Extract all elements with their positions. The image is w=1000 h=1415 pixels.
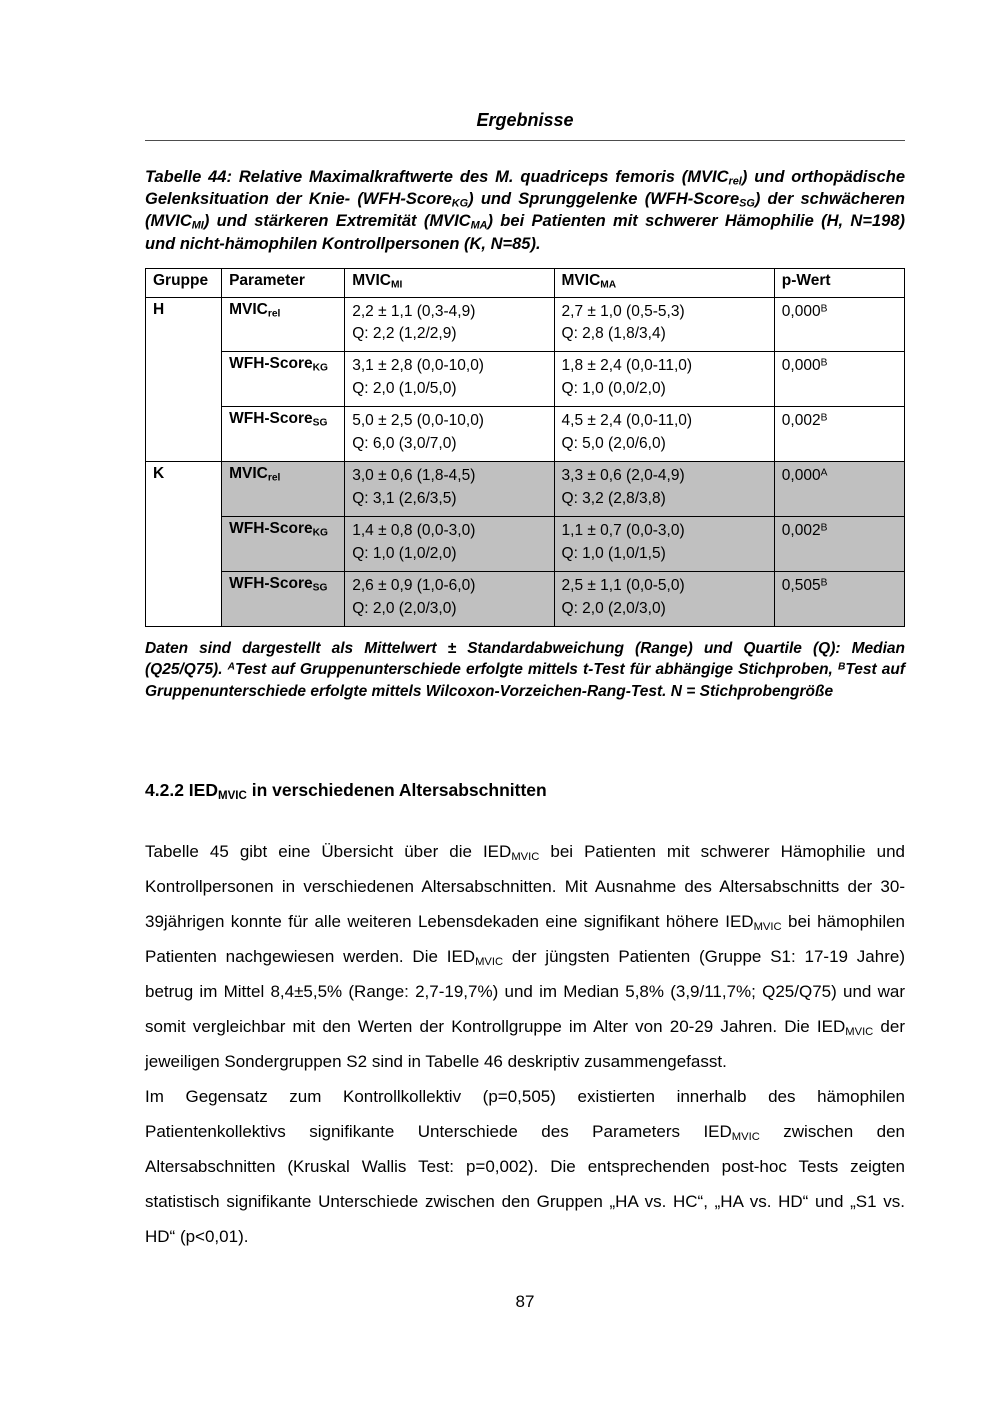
mvic-mi-cell [345, 297, 554, 352]
quartile-line: Q: 1,0 (0,0/2,0) [561, 379, 666, 397]
quartile-line: Q: 2,0 (2,0/3,0) [561, 599, 666, 617]
parameter-cell: $MVIC_{rel}$ [222, 297, 345, 352]
parameter-cell: WFH-Score$_{SG}$ [222, 407, 345, 462]
table-row [146, 297, 905, 352]
running-header [145, 110, 905, 141]
table-row [146, 572, 905, 627]
gruppe-cell-h: H [146, 297, 222, 462]
parameter-cell: WFH-Score$_{KG}$ [222, 352, 345, 407]
table-caption: Tabelle 44: Relative Maximalkraftwerte des M. quadriceps femoris $(MVIC_{rel})$ und orthopädische Gelenksituation der Knie- (WFH-Score$_{KG}$) und Sprunggelenke (WFH-Score$_{SG}$) der schwächeren $(MVIC_{MI})$ und stärkeren Extremität $(MVIC_{MA})$ bei Patienten mit schwerer Hämophilie (H, N=198) und nicht-hämophilen Kontrollpersonen (K, N=85). [145, 168, 906, 253]
mvic-ma-cell [554, 352, 774, 407]
table-row [146, 352, 905, 407]
p-wert-cell: $0,002^B$ [774, 407, 904, 462]
value-line: 4,5 ± 2,4 (0,0-11,0) [561, 412, 693, 430]
value-line: 3,1 ± 2,8 (0,0-10,0) [352, 357, 484, 375]
page-number: 87 [515, 1291, 535, 1311]
table-header-row [146, 268, 905, 297]
value-line: 2,5 ± 1,1 (0,0-5,0) [561, 577, 685, 595]
parameter-cell: $MVIC_{rel}$ [222, 462, 345, 517]
header-gruppe: Gruppe [146, 268, 222, 297]
quartile-line: Q: 6,0 (3,0/7,0) [352, 434, 457, 452]
header-mvic-mi: $MVIC_{MI}$ [345, 268, 554, 297]
value-line: 1,8 ± 2,4 (0,0-11,0) [561, 357, 693, 375]
p-wert-cell: $0,000^A$ [774, 462, 904, 517]
value-line: 3,3 ± 0,6 (2,0-4,9) [561, 467, 685, 485]
header-rule [145, 140, 905, 141]
value-line: 2,2 ± 1,1 (0,3-4,9) [352, 302, 476, 320]
quartile-line: Q: 2,0 (2,0/3,0) [352, 599, 457, 617]
value-line: 1,4 ± 0,8 (0,0-3,0) [352, 522, 476, 540]
quartile-line: Q: 2,8 (1,8/3,4) [561, 325, 666, 343]
quartile-line: Q: 2,2 (1,2/2,9) [352, 325, 457, 343]
table-row [146, 407, 905, 462]
table-row [146, 517, 905, 572]
table-footnote: Daten sind dargestellt als Mittelwert ± Standardabweichung (Range) und Quartile (Q): Median (Q25/Q75). $^A$Test auf Gruppenunterschiede erfolgte mittels t-Test für abhängige Stichproben, $^B$Test auf Gruppenunterschiede erfolgte mittels Wilcoxon-Vorzeichen-Rang-Test. N = Stichprobengröße [145, 640, 905, 700]
section-heading: 4.2.2 $IED_{MVIC}$ in verschiedenen Altersabschnitten [145, 779, 547, 802]
p-wert-cell: $0,505^B$ [774, 572, 904, 627]
header-parameter: Parameter [222, 268, 345, 297]
mvic-mi-cell [345, 572, 554, 627]
quartile-line: Q: 2,0 (1,0/5,0) [352, 379, 457, 397]
mvic-ma-cell [554, 462, 774, 517]
p-wert-cell: $0,000^B$ [774, 352, 904, 407]
mvic-ma-cell [554, 297, 774, 352]
value-line: 3,0 ± 0,6 (1,8-4,5) [352, 467, 476, 485]
value-line: 5,0 ± 2,5 (0,0-10,0) [352, 412, 484, 430]
mvic-ma-cell [554, 572, 774, 627]
parameter-cell: WFH-Score$_{KG}$ [222, 517, 345, 572]
quartile-line: Q: 5,0 (2,0/6,0) [561, 434, 666, 452]
p-wert-cell: $0,000^B$ [774, 297, 904, 352]
quartile-line: Q: 3,2 (2,8/3,8) [561, 489, 666, 507]
p-wert-cell: $0,002^B$ [774, 517, 904, 572]
quartile-line: Q: 1,0 (1,0/1,5) [561, 544, 666, 562]
table-44 [145, 268, 905, 628]
parameter-cell: WFH-Score$_{SG}$ [222, 572, 345, 627]
mvic-ma-cell [554, 517, 774, 572]
body-paragraph-2: Im Gegensatz zum Kontrollkollektiv (p=0,505) existierten innerhalb des hämophilen Patientenkollektivs signifikante Unterschiede des Parameters $IED_{MVIC}$ zwischen den Altersabschnitten (Kruskal Wallis Test: p=0,002). Die entsprechenden post-hoc Tests zeigten statistisch signifikante Unterschiede zwischen den Gruppen „HA vs. HC“, „HA vs. HD“ und „S1 vs. HD“ (p<0,01). [145, 1086, 905, 1246]
table-row [146, 462, 905, 517]
mvic-mi-cell [345, 517, 554, 572]
header-mvic-ma: $MVIC_{MA}$ [554, 268, 774, 297]
mvic-mi-cell [345, 407, 554, 462]
mvic-mi-cell [345, 462, 554, 517]
value-line: 2,7 ± 1,0 (0,5-5,3) [561, 302, 685, 320]
value-line: 1,1 ± 0,7 (0,0-3,0) [561, 522, 685, 540]
body-paragraph-1: Tabelle 45 gibt eine Übersicht über die $IED_{MVIC}$ bei Patienten mit schwerer Hämophilie und Kontrollpersonen in verschiedenen Altersabschnitten. Mit Ausnahme des Altersabschnitts der 30-39jährigen konnte für alle weiteren Lebensdekaden eine signifikant höhere $IED_{MVIC}$ bei hämophilen Patienten nachgewiesen werden. Die $IED_{MVIC}$ der jüngsten Patienten (Gruppe S1: 17-19 Jahre) betrug im Mittel 8,4±5,5% (Range: 2,7-19,7%) und im Median 5,8% (3,9/11,7%; Q25/Q75) und war somit vergleichbar mit den Werten der Kontrollgruppe im Alter von 20-29 Jahren. Die $IED_{MVIC}$ der jeweiligen Sondergruppen S2 sind in Tabelle 46 deskriptiv zusammengefasst. [145, 841, 906, 1071]
mvic-mi-cell [345, 352, 554, 407]
header-p-wert: p-Wert [774, 268, 904, 297]
quartile-line: Q: 1,0 (1,0/2,0) [352, 544, 457, 562]
gruppe-cell-k: K [146, 462, 222, 627]
quartile-line: Q: 3,1 (2,6/3,5) [352, 489, 457, 507]
running-header-title: Ergebnisse [476, 110, 574, 130]
mvic-ma-cell [554, 407, 774, 462]
value-line: 2,6 ± 0,9 (1,0-6,0) [352, 577, 476, 595]
